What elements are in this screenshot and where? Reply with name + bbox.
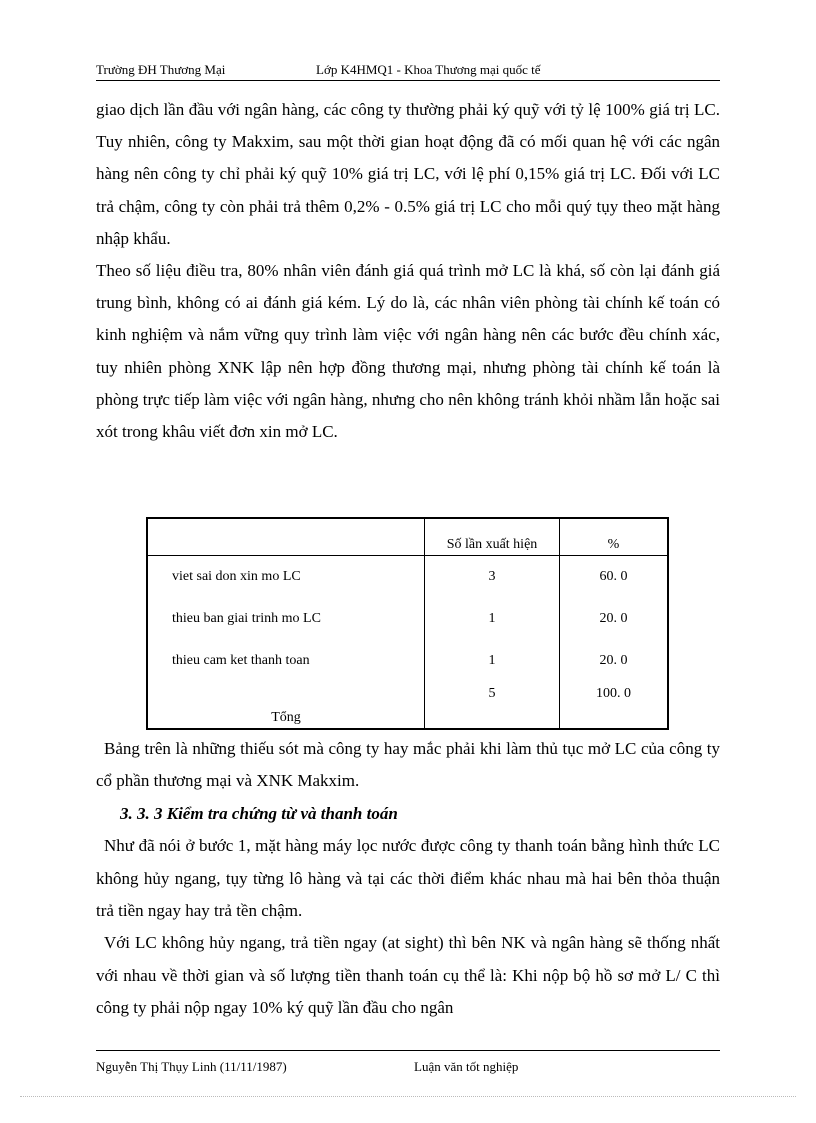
table-header-cell: Số lần xuất hiện <box>425 518 560 556</box>
table-cell: 1 <box>425 640 560 682</box>
table-cell: 60. 0 <box>560 556 669 599</box>
table-cell: 5 <box>425 682 560 729</box>
error-table <box>146 517 669 730</box>
paragraph: Theo số liệu điều tra, 80% nhân viên đánh giá quá trình mở LC là khá, số còn lại đánh giá trung bình, không có ai đánh giá kém. Lý do là, các nhân viên phòng tài chính kế toán có kinh nghiệm và nắm vững quy trình làm việc với ngân hàng nên các bước đều chính xác, tuy nhiên phòng XNK lập nên hợp đồng thương mại, nhưng phòng tài chính kế toán là phòng trực tiếp làm việc với ngân hàng, nhưng cho nên không tránh khỏi nhầm lẫn hoặc sai xót trong khâu viết đơn xin mở LC. <box>96 261 720 442</box>
table-cell: 1 <box>425 598 560 640</box>
page-footer <box>96 1050 720 1079</box>
table-cell: 100. 0 <box>560 682 669 729</box>
footer-author: Nguyễn Thị Thụy Linh (11/11/1987) <box>96 1059 287 1074</box>
table-cell: 20. 0 <box>560 598 669 640</box>
body-text <box>96 94 720 448</box>
table-header-cell <box>147 518 425 556</box>
paragraph: Bảng trên là những thiếu sót mà công ty hay mắc phải khi làm thủ tục mở LC của công ty cổ phần thương mại và XNK Makxim. <box>96 739 720 791</box>
table-header-cell: % <box>560 518 669 556</box>
table-cell: thieu cam ket thanh toan <box>147 640 425 682</box>
header-school: Trường ĐH Thương Mại <box>96 62 226 77</box>
table-header-row <box>147 518 668 556</box>
table-cell: thieu ban giai trinh mo LC <box>147 598 425 640</box>
header-class: Lớp K4HMQ1 - Khoa Thương mại quốc tế <box>316 62 541 77</box>
body-text-2 <box>96 733 720 1025</box>
paragraph: Với LC không hủy ngang, trả tiền ngay (at sight) thì bên NK và ngân hàng sẽ thống nhất với nhau về thời gian và số lượng tiền thanh toán cụ thể là: Khi nộp bộ hồ sơ mở L/ C thì công ty phải nộp ngay 10% ký quỹ lần đầu cho ngân <box>96 933 720 1018</box>
table-row <box>147 556 668 599</box>
paragraph: Như đã nói ở bước 1, mặt hàng máy lọc nước được công ty thanh toán bằng hình thức LC không hủy ngang, tụy từng lô hàng và tại các thời điểm khác nhau mà hai bên thỏa thuận trả tiền ngay hay trả tền chậm. <box>96 836 720 921</box>
table-row <box>147 598 668 640</box>
table-cell: Tổng <box>147 682 425 729</box>
page-header <box>96 62 720 81</box>
page-bottom-rule <box>20 1096 796 1097</box>
table-cell: 3 <box>425 556 560 599</box>
table-row <box>147 640 668 682</box>
paragraph: giao dịch lần đầu với ngân hàng, các công ty thường phải ký quỹ với tỷ lệ 100% giá trị LC. Tuy nhiên, công ty Makxim, sau một thời gian hoạt động đã có mối quan hệ với các ngân hàng nên công ty chỉ phải ký quỹ 10% giá trị LC, với lệ phí 0,15% giá trị LC. Đối với LC trả chậm, công ty còn phải trả thêm 0,2% - 0.5% giá trị LC cho mỗi quý tụy theo mặt hàng nhập khẩu. <box>96 100 720 248</box>
section-title: 3. 3. 3 Kiểm tra chứng từ và thanh toán <box>120 803 398 823</box>
footer-doc-type: Luận văn tốt nghiệp <box>414 1059 519 1074</box>
table-cell: 20. 0 <box>560 640 669 682</box>
table-cell: viet sai don xin mo LC <box>147 556 425 599</box>
table-total-row <box>147 682 668 729</box>
